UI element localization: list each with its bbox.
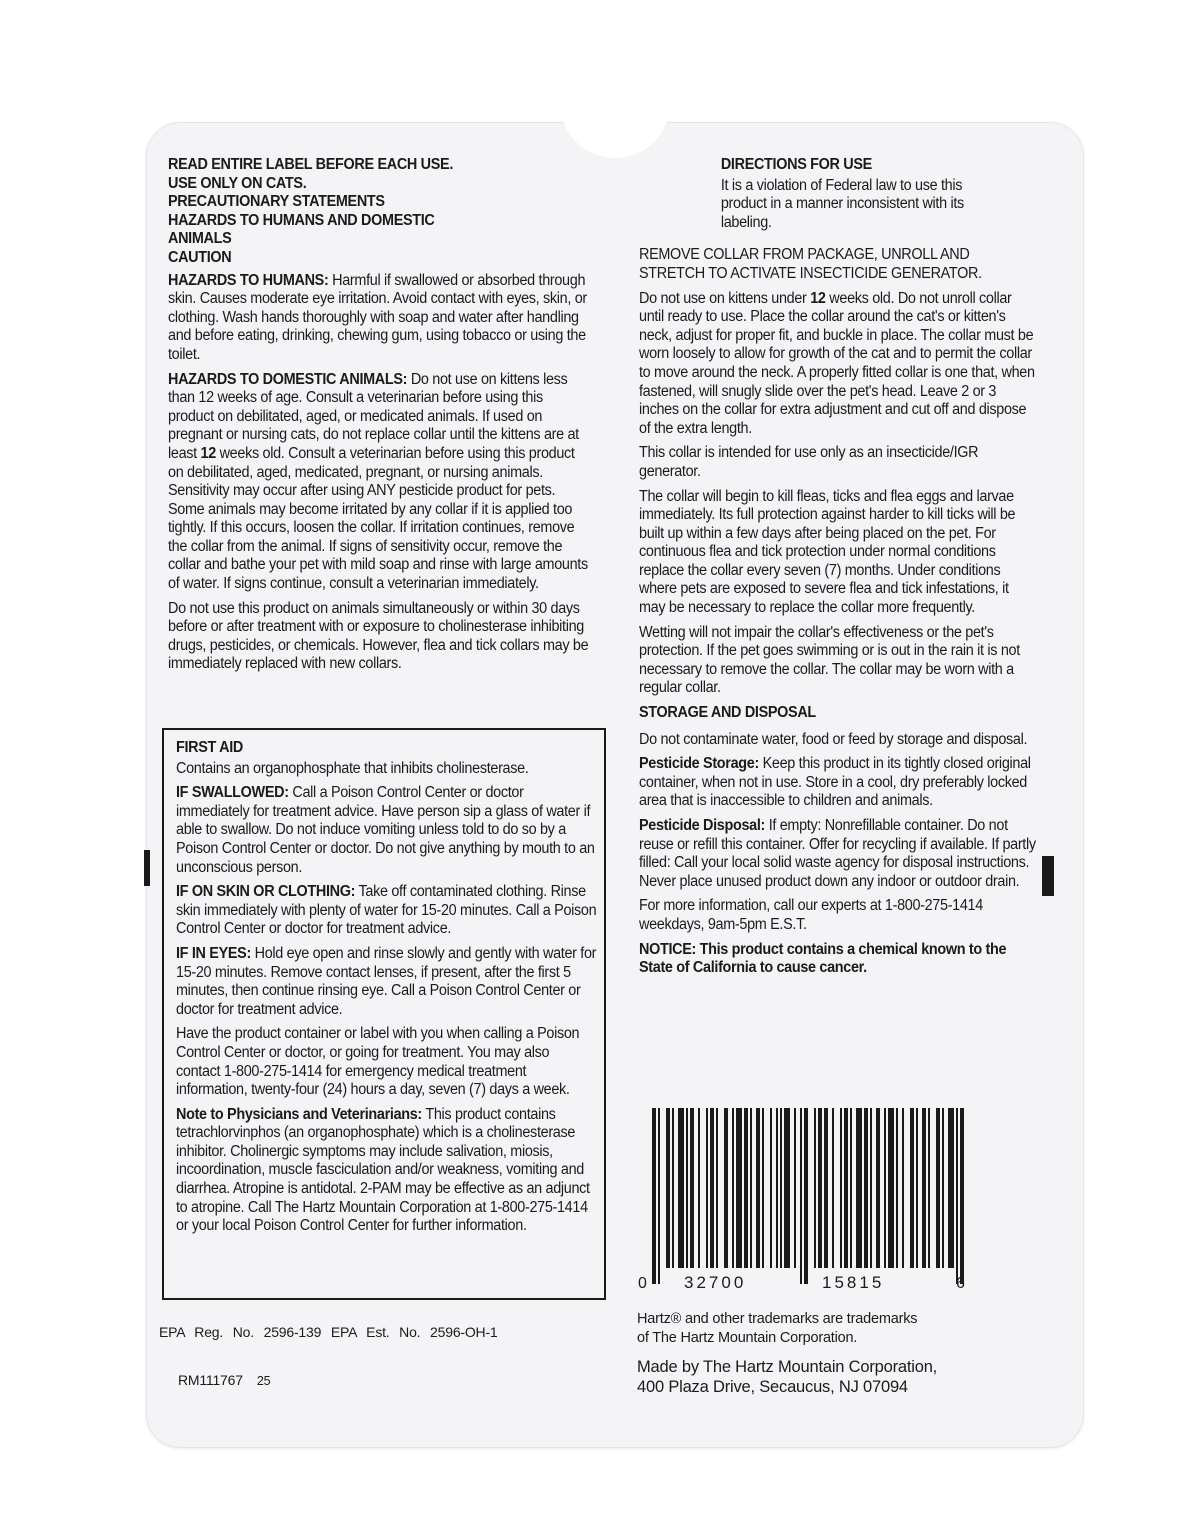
remove-collar-instruction: REMOVE COLLAR FROM PACKAGE, UNROLL AND STRETCH TO ACTIVATE INSECTICIDE GENERATOR. [639, 246, 982, 282]
directions-title: DIRECTIONS FOR USE [720, 156, 872, 173]
first-aid-intro: Contains an organophosphate that inhibits cholinesterase. [176, 759, 529, 777]
poison-control-contact: Have the product container or label with you when calling a Poison Control Center or doctor, or going for treatment. You may also contact 1-800-275-1414 for emergency medical treatment information, twenty-four (24) hours a day, seven (7) days a week. [176, 1025, 580, 1099]
more-info: For more information, call our experts at 1-800-275-1414 weekdays, 9am-5pm E.S.T. [639, 897, 983, 933]
right-edge-mark [1042, 856, 1054, 896]
california-notice: NOTICE: This product contains a chemical known to the State of California to cause cancer. [639, 940, 1007, 977]
hazards-to-domestic-animals-text-b: weeks old. Consult a veterinarian before using this product on debilitated, aged, medicated, pregnant, or nursing animals. Sensitivity may occur after using ANY pesticide product for pets. Some animals may become irritated by any collar if it is applied too tightly. If this occurs, loosen the collar. If irritation continues, remove the collar from the animal. If signs of sensitivity occur, remove the collar and bathe your pet with mild soap and rinse with large amounts of water. If signs continue, consult a veterinarian immediately. [168, 444, 588, 593]
product-code-id: RM111767 [178, 1372, 243, 1388]
manufacturer-line-2: 400 Plaza Drive, Secaucus, NJ 07094 [637, 1377, 908, 1396]
manufacturer-line-1: Made by The Hartz Mountain Corporation, [637, 1358, 938, 1376]
directions-column [639, 156, 1039, 978]
hazards-to-domestic-animals-text-a: Do not use on kittens less than 12 weeks of age. Consult a veterinarian before using this product on debilitated, aged, or medicated animals. If used on pregnant or nursing cats, do not replace collar until the kittens are at least [168, 370, 579, 462]
wetting-info: Wetting will not impair the collar's effectiveness or the pet's protection. If the pet goes swimming or is out in the rain it is not necessary to remove the collar. The collar may be worn with a regular collar. [639, 623, 1020, 697]
contaminate-warning: Do not contaminate water, food or feed by storage and disposal. [639, 730, 1028, 748]
cholinesterase-warning: Do not use this product on animals simultaneously or within 30 days before or after treatment with or exposure to cholinesterase inhibiting drugs, pesticides, or chemicals. However, flea and tick collars may be immediately replaced with new collars. [168, 599, 589, 673]
barcode-digits-left: 32700 [684, 1273, 747, 1292]
header-use-on-cats: USE ONLY ON CATS. [168, 174, 307, 192]
pesticide-storage-label: Pesticide Storage: [639, 755, 759, 773]
barcode-digit-system: 0 [638, 1275, 647, 1292]
kittens-text-b: weeks old. Do not unroll collar until ready to use. Place the collar around the cat's or kitten's neck, adjust for proper fit, and buckle in place. The collar must be worn loosely to allow for growth of the cat and to permit the collar to move around the neck. A properly fitted collar is one that, when fastened, will snugly slide over the pet's head. Leave 2 or 3 inches on the collar for extra adjustment and cut off and dispose of the extra length. [639, 289, 1035, 437]
pesticide-disposal-text: If empty: Nonrefillable container. Do not reuse or refill this container. Offer for recycling if available. If partly filled: Call your local solid waste agency for disposal instructions. Never place unused product down any indoor or outdoor drain. [639, 817, 1036, 890]
barcode-digits-right: 15815 [822, 1273, 885, 1292]
kittens-text-a: Do not use on kittens under [639, 289, 807, 307]
storage-title: STORAGE AND DISPOSAL [639, 704, 816, 722]
federal-law-notice: It is a violation of Federal law to use this product in a manner inconsistent with its labeling. [720, 176, 964, 231]
insecticide-intended-use: This collar is intended for use only as an insecticide/IGR generator. [639, 444, 979, 480]
pesticide-disposal [639, 817, 1037, 891]
header-caution: CAUTION [168, 248, 232, 266]
hazards-to-humans-label: HAZARDS TO HUMANS: [168, 271, 329, 289]
header-precautionary: PRECAUTIONARY STATEMENTS [168, 193, 385, 211]
upc-barcode [636, 1108, 1006, 1308]
pesticide-storage [639, 755, 1037, 811]
if-swallowed-label: IF SWALLOWED: [176, 784, 289, 802]
left-edge-mark [144, 850, 150, 886]
manufacturer-info [637, 1358, 937, 1397]
if-swallowed-text: Call a Poison Control Center or doctor immediately for treatment advice. Have person sip a glass of water if able to swallow. Do not induce vomiting unless told to do so by a Poison Control Center or doctor. Do not give anything by mouth to an unconscious person. [176, 784, 595, 876]
kittens-num: 12 [810, 289, 826, 307]
if-in-eyes-text: Hold eye open and rinse slowly and gently with water for 15-20 minutes. Remove contact lenses, if present, after the first 5 minutes, then continue rinsing eye. Call a Poison Control Center or doctor for treatment advice. [176, 944, 597, 1018]
trademark-line-2: of The Hartz Mountain Corporation. [637, 1330, 858, 1346]
kittens-instruction [639, 290, 1037, 439]
header-read-label: READ ENTIRE LABEL BEFORE EACH USE. [168, 156, 454, 173]
if-in-eyes [176, 945, 596, 1019]
note-to-physicians-text: This product contains tetrachlorvinphos (an organophosphate) which is a cholinesterase inhibitor. Cholinergic symptoms may include salivation, miosis, incoordination, muscle fasciculation and/or weakness, vomiting and diarrhea. Atropine is antidotal. 2-PAM may be effective as an adjunct to atropine. Call The Hartz Mountain Corporation at 1-800-275-1414 or your local Poison Control Center for further information. [176, 1105, 590, 1235]
note-to-physicians-label: Note to Physicians and Veterinarians: [176, 1105, 422, 1123]
barcode-digit-check: 6 [956, 1275, 965, 1292]
hazards-to-domestic-animals-num: 12 [200, 444, 216, 462]
product-code [178, 1372, 270, 1388]
barcode-bars [652, 1108, 964, 1284]
epa-registration: EPA Reg. No. 2596-139 EPA Est. No. 2596-OH-1 [159, 1324, 498, 1340]
note-to-physicians [176, 1106, 596, 1236]
if-in-eyes-label: IF IN EYES: [176, 944, 251, 962]
if-on-skin-text: Take off contaminated clothing. Rinse skin immediately with plenty of water for 15-20 minutes. Call a Poison Control Center or doctor for treatment advice. [176, 883, 597, 938]
precautionary-column [168, 156, 592, 680]
flea-kill-info: The collar will begin to kill fleas, ticks and flea eggs and larvae immediately. Its full protection against harder to kill ticks will be built up within a few days after being placed on the pet. For continuous flea and tick protection under normal conditions replace the collar every seven (7) months. Under conditions where pets are exposed to severe flea and tick infestations, it may be necessary to replace the collar more frequently. [639, 487, 1016, 617]
header-hazards: HAZARDS TO HUMANS AND DOMESTIC ANIMALS [168, 211, 435, 248]
pesticide-disposal-label: Pesticide Disposal: [639, 817, 766, 834]
hazards-to-humans-text: Harmful if swallowed or absorbed through skin. Causes moderate eye irritation. Avoid contact with eyes, skin, or clothing. Wash hands thoroughly with soap and water after handling and before eating, drinking, chewing gum, using tobacco or using the toilet. [168, 271, 587, 363]
first-aid-box [162, 728, 606, 1300]
if-swallowed [176, 784, 596, 877]
first-aid-title: FIRST AID [176, 739, 244, 756]
if-on-skin [176, 883, 596, 939]
trademark-notice [637, 1310, 917, 1348]
hazards-to-domestic-animals [168, 371, 590, 594]
if-on-skin-label: IF ON SKIN OR CLOTHING: [176, 883, 356, 901]
pesticide-storage-text: Keep this product in its tightly closed original container, when not in use. Store in a cool, dry preferably locked area that is inaccessible to children and animals. [639, 755, 1031, 810]
hazards-to-humans [168, 272, 590, 365]
product-code-num: 25 [256, 1374, 271, 1388]
trademark-line-1: Hartz® and other trademarks are trademarks [637, 1311, 918, 1327]
hazards-to-domestic-animals-label: HAZARDS TO DOMESTIC ANIMALS: [168, 370, 408, 388]
hang-hole [560, 102, 670, 158]
